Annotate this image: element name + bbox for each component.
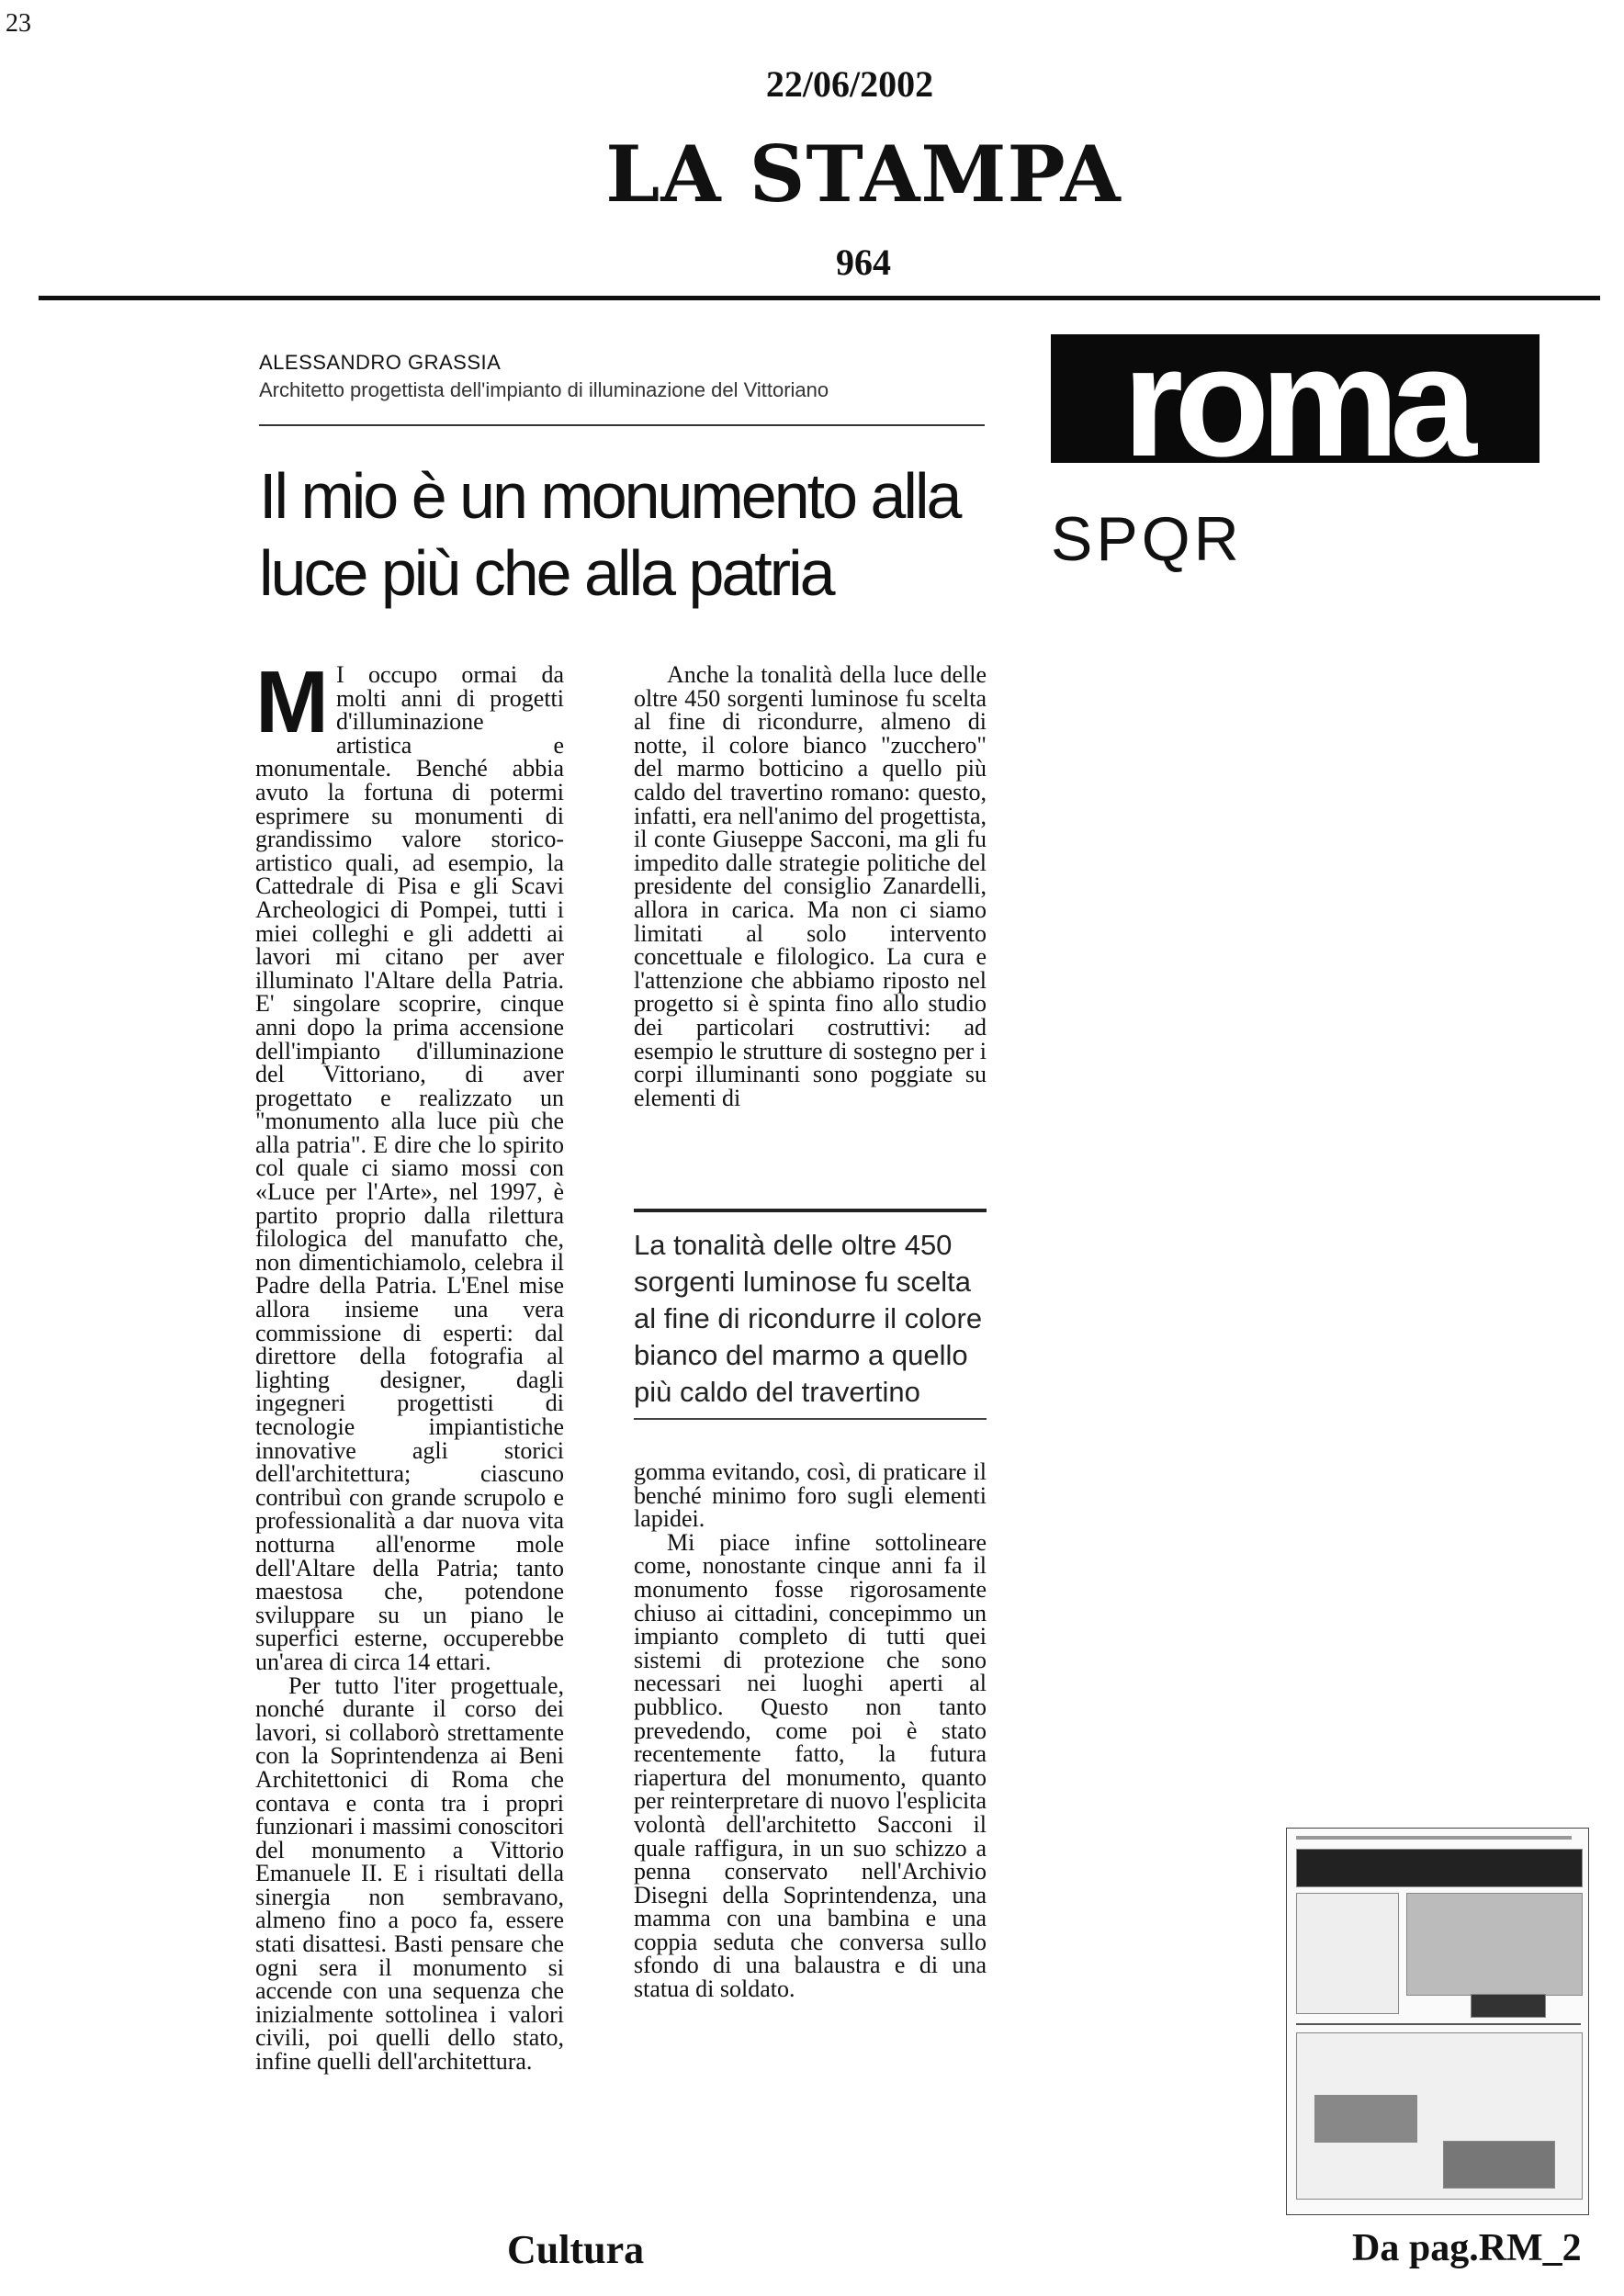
article-paragraph: gomma evitando, così, di praticare il benché minimo foro sugli elementi lapidei. bbox=[634, 1458, 987, 1533]
header-divider bbox=[39, 296, 1600, 300]
article-paragraph: Per tutto l'iter progettuale, nonché durante il corso dei lavori, si collaborò strettamente con la Soprintendenza ai Beni Architettonici di Roma che contava e conta tra i propri funzionari i massimi conoscitori del monumento a Vittorio Emanuele II. E i risultati della sinergia non sembravano, almeno fino a poco fa, essere stati disattesi. Basti pensare che ogni sera il monumento si accende con una sequenza che inizialmente sottolinea i valori civili, poi quelli dello stato, infine quelli dell'architettura. bbox=[255, 1671, 564, 2076]
article-column-2-top bbox=[634, 663, 987, 1109]
footer-section: Cultura bbox=[507, 2227, 645, 2272]
section-masthead bbox=[1051, 334, 1539, 463]
thumbnail-masthead-image bbox=[1296, 1849, 1583, 1887]
thumbnail-badge bbox=[1471, 1994, 1546, 2018]
article-column-2-bottom bbox=[634, 1460, 987, 2001]
byline-divider bbox=[259, 424, 985, 426]
headline: Il mio è un monumento alla luce più che alla patria bbox=[259, 460, 960, 609]
thumbnail-car-image bbox=[1314, 2095, 1417, 2143]
page-number: 23 bbox=[6, 9, 31, 38]
thumbnail-car-image bbox=[1443, 2141, 1555, 2189]
thumbnail-image bbox=[1406, 1893, 1583, 1996]
article-paragraph: M I occupo ormai da molti anni di progetti d'illuminazione artistica e monumentale. Benché abbia avuto la fortuna di potermi esprimere su monumenti di grandissimo valore storico-artistico quali, ad esempio, la Cattedrale di Pisa e gli Scavi Archeologici di Pompei, tutti i miei colleghi e gli addetti ai lavori mi citano per aver illuminato l'Altare della Patria. E' singolare scoprire, cinque anni dopo la prima accensione dell'impianto d'illuminazione del Vittoriano, di aver progettato e realizzato un "monumento alla luce più che alla patria". E dire che lo spirito col quale ci siamo mossi con «Luce per l'Arte», nel 1997, è partito proprio dalla rilettura filologica del manufatto che, non dimentichiamolo, celebra il Padre della Patria. L'Enel mise allora insieme una vera commissione di esperti: dal direttore della fotografia al lighting designer, dagli ingegneri progettisti di tecnologie impiantistiche innovative agli storici dell'architettura; ciascuno contribuì con grande scrupolo e professionalità a dar nuova vita notturna all'enorme mole dell'Altare della Patria; tanto maestosa che, potendone sviluppare su un piano le superfici esterne, occuperebbe un'area di circa 14 ettari. bbox=[255, 653, 564, 1675]
pull-quote: La tonalità delle oltre 450 sorgenti luminose fu scelta al fine di ricondurre il colore bianco del marmo a quello più caldo del travertino bbox=[634, 1229, 983, 1408]
clip-date: 22/06/2002 bbox=[765, 63, 934, 105]
pull-quote-rule-top bbox=[634, 1209, 987, 1212]
article-paragraph: Mi piace infine sottolineare come, nonostante cinque anni fa il monumento fosse rigorosamente chiuso ai cittadini, concepimmo un impianto completo di tutti quei sistemi di protezione che sono necessari nei luoghi aperti al pubblico. Questo non tanto prevedendo, come poi è stato recentemente fatto, la futura riapertura del monumento, quanto per reinterpretare di nuovo l'esplicita volontà dell'architetto Sacconi il quale raffigura, in un suo schizzo a penna conservato nell'Archivio Disegni della Soprintendenza, una mamma con una bambina e una coppia seduta che conversa sullo sfondo di una balaustra e di una statua di soldato. bbox=[634, 1528, 987, 2003]
newspaper-title: LA STAMPA bbox=[605, 129, 1122, 219]
section-subtitle: SPQR bbox=[1051, 504, 1243, 574]
footer-page-ref: Da pag.RM_2 bbox=[1352, 2227, 1582, 2269]
thumbnail-text-block bbox=[1296, 1893, 1399, 2014]
section-title: roma bbox=[1122, 334, 1468, 463]
byline-name: ALESSANDRO GRASSIA bbox=[259, 351, 502, 374]
clip-code: 964 bbox=[836, 242, 891, 283]
pull-quote-rule-bottom bbox=[634, 1418, 987, 1420]
page-thumbnail bbox=[1286, 1828, 1589, 2215]
byline-role: Architetto progettista dell'impianto di illuminazione del Vittoriano bbox=[259, 378, 829, 401]
article-paragraph: Anche la tonalità della luce delle oltre 450 sorgenti luminose fu scelta al fine di ricondurre, almeno di notte, il colore bianco "zucchero" del marmo botticino a quello più caldo del travertino romano: questo, infatti, era nell'animo del progettista, il conte Giuseppe Sacconi, ma gli fu impedito dalle strategie politiche del presidente del consiglio Zanardelli, allora in carica. Ma non ci siamo limitati al solo intervento concettuale e filologico. La cura e l'attenzione che abbiamo riposto nel progetto si è spinta fino allo studio dei particolari costruttivi: ad esempio le strutture di sostegno per i corpi illuminanti sono poggiate su elementi di bbox=[634, 661, 987, 1111]
dropcap: M bbox=[255, 653, 329, 751]
article-column-1 bbox=[255, 653, 564, 2076]
